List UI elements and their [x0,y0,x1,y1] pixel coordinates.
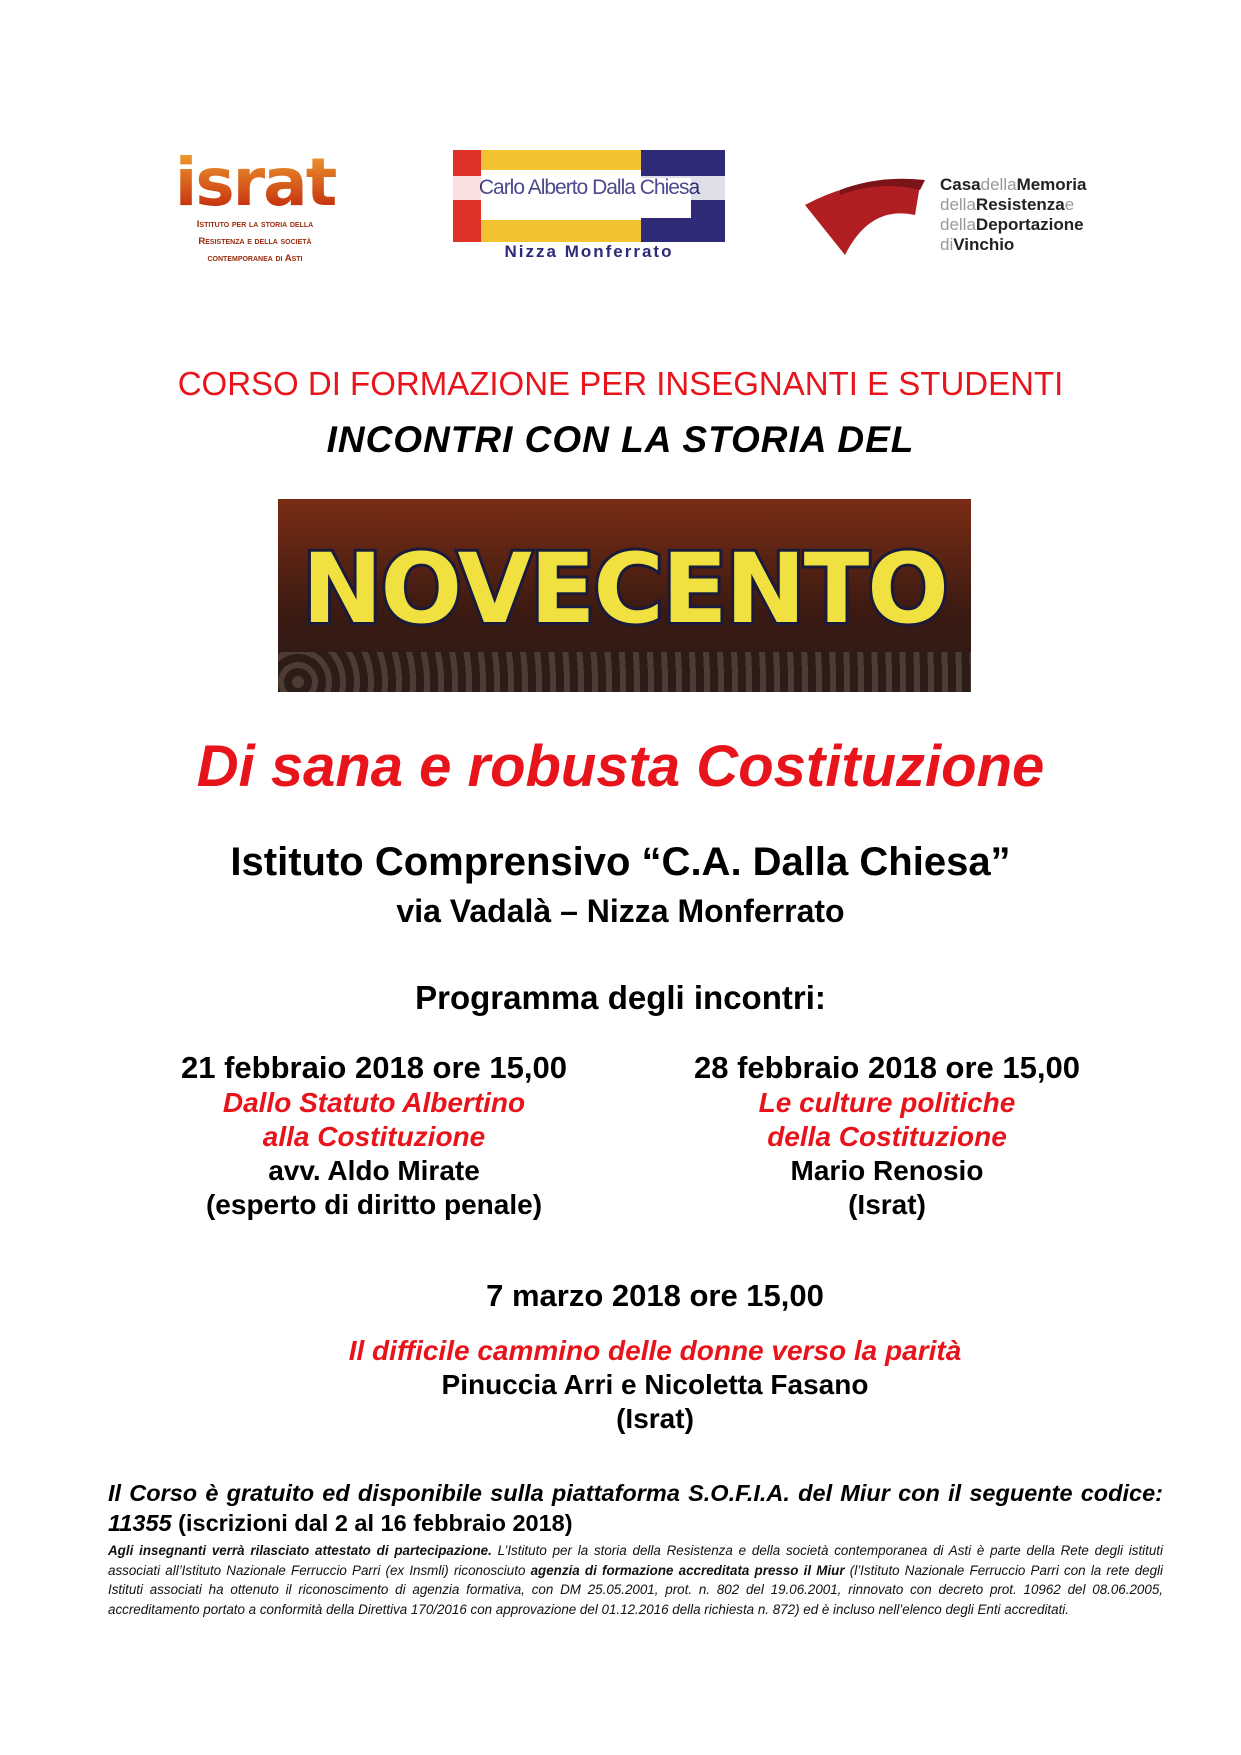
casa-word: Resistenza [975,195,1065,214]
casa-word: Vinchio [953,235,1015,254]
course-info-dates: (iscrizioni dal 2 al 16 febbraio 2018) [171,1510,573,1536]
venue-address: via Vadalà – Nizza Monferrato [396,893,845,929]
school-logo-town: Nizza Monferrato [504,242,674,261]
casa-word: Deportazione [975,215,1084,234]
casa-word: di [940,235,954,254]
event-topic: Dallo Statuto Albertino [222,1087,526,1118]
event-2 [647,1050,1127,1222]
israt-subtitle-3: contemporanea di Asti [207,253,303,264]
school-logo [453,150,725,262]
casa-memoria-logo [800,175,1120,265]
fine-print-bold: agenzia di formazione accreditata presso il Miur [530,1562,845,1578]
venue-name: Istituto Comprensivo “C.A. Dalla Chiesa” [230,840,1011,884]
fine-print-text: L’Istituto per la storia della Resistenza e della società contemporanea di Asti è parte della Rete degli istituti associati all’Istituto Nazionale Ferruccio Parri (ex Insmli) riconosciuto [108,1543,1163,1578]
event-date: 21 febbraio 2018 ore 15,00 [180,1050,567,1085]
casa-word: della [980,175,1017,194]
event-topic: Le culture politiche [758,1087,1016,1118]
event-topic: Il difficile cammino delle donne verso la parità [348,1335,962,1366]
casa-memoria-emblem [800,175,930,265]
course-info-main: Il Corso è gratuito ed disponibile sulla piattaforma S.O.F.I.A. del Miur con il seguente codice: 11355 [108,1480,1163,1536]
event-speaker: avv. Aldo Mirate [268,1155,480,1186]
event-speaker: Pinuccia Arri e Nicoletta Fasano [441,1369,869,1400]
course-info [108,1478,1163,1538]
course-heading: CORSO DI FORMAZIONE PER INSEGNANTI E STUDENTI [177,365,1064,402]
event-date: 7 marzo 2018 ore 15,00 [486,1278,824,1313]
event-topic: alla Costituzione [262,1121,486,1152]
event-speaker-role: (Israt) [848,1189,926,1220]
casa-word: e [1064,195,1075,214]
casa-word: della [940,195,976,214]
israt-logo-word: israt [135,150,375,216]
israt-subtitle-1: Istituto per la storia della [196,219,314,230]
event-3 [0,1278,1241,1436]
event-speaker-role: (esperto di diritto penale) [205,1189,543,1220]
casa-memoria-text [940,175,1086,255]
casa-word: Memoria [1016,175,1087,194]
novecento-banner [278,499,971,692]
casa-word: Casa [940,175,981,194]
israt-logo [135,144,375,290]
israt-subtitle-2: Resistenza e della società [198,236,312,247]
fine-print-text: (l’Istituto Nazionale Ferruccio Parri con la rete degli Istituti associati ha ottenuto il riconoscimento di agenzia formativa, con DM 25.05.2001, prot. n. 802 del 19.06.2001, rinnovato con decreto prot. 10962 del 08.06.2005, accreditamento portato a conformità della Direttiva 170/2016 con approvazione del 01.12.2016 della richiesta n. 872) ed è incluso nell’elenco degli Enti accreditati. [108,1562,1163,1617]
fine-print [108,1541,1163,1619]
casa-word: della [940,215,976,234]
programme-heading: Programma degli incontri: [415,979,826,1016]
event-topic: della Costituzione [767,1121,1007,1152]
school-logo-name: Carlo Alberto Dalla Chiesa [453,176,725,200]
event-speaker: Mario Renosio [790,1155,984,1186]
novecento-banner-text: NOVECENTO [302,533,947,645]
series-heading: INCONTRI CON LA STORIA DEL [326,419,915,460]
event-1 [134,1050,614,1222]
fine-print-bold: Agli insegnanti verrà rilasciato attestato di partecipazione. [108,1543,492,1558]
event-speaker-role: (Israt) [616,1403,694,1434]
event-title: Di sana e robusta Costituzione [196,734,1045,799]
event-date: 28 febbraio 2018 ore 15,00 [693,1050,1080,1085]
